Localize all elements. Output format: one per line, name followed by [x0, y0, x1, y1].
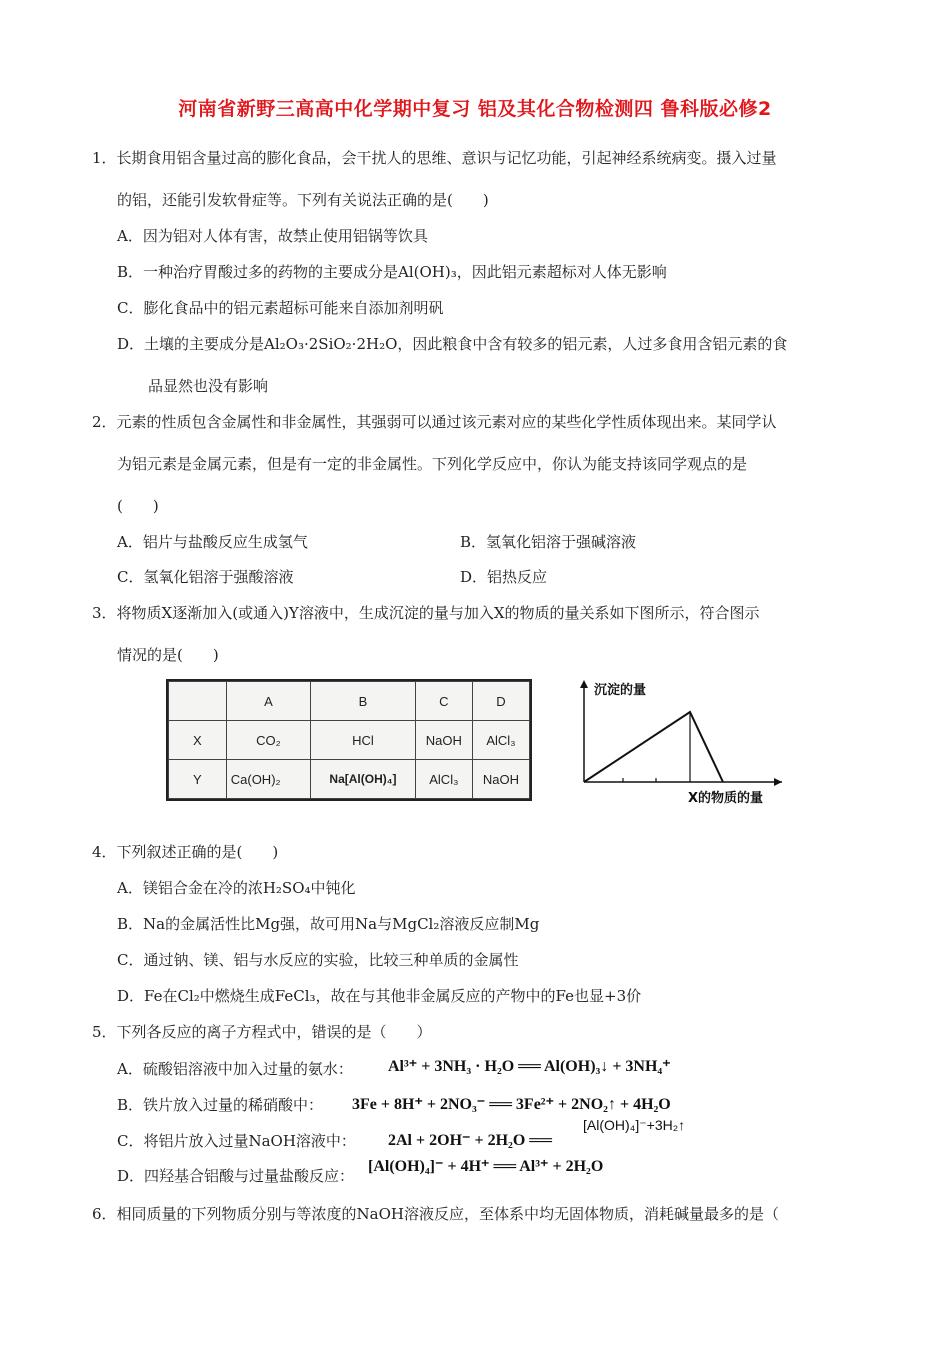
table-header-b: B — [311, 682, 416, 721]
y-axis-arrow-icon — [580, 680, 588, 688]
q1-option-a: A．因为铝对人体有害，故禁止使用铝锅等饮具 — [117, 227, 428, 245]
q3-stem-line2: 情况的是( ) — [117, 646, 219, 664]
table-cell: X — [169, 721, 227, 760]
table-row — [169, 760, 530, 799]
q5-option-d-equation: [Al(OH)₄]⁻ + 4H⁺ ══ Al³⁺ + 2H₂O — [368, 1158, 604, 1175]
q5-option-a: A．硫酸铝溶液中加入过量的氨水： — [117, 1060, 353, 1078]
graph-y-label: 沉淀的量 — [594, 683, 647, 698]
q2-stem-line3: ( ) — [117, 497, 159, 515]
q5-option-c: C．将铝片放入过量NaOH溶液中： — [117, 1132, 356, 1150]
table-header-c: C — [415, 682, 472, 721]
table-header-d: D — [472, 682, 529, 721]
q2-option-b: B．氢氧化铝溶于强碱溶液 — [460, 533, 637, 551]
table-cell: NaOH — [415, 721, 472, 760]
q4-option-c: C．通过钠、镁、铝与水反应的实验，比较三种单质的金属性 — [117, 951, 519, 969]
table-cell — [169, 682, 227, 721]
q5-option-b: B．铁片放入过量的稀硝酸中： — [117, 1096, 324, 1114]
q2-option-c: C．氢氧化铝溶于强酸溶液 — [117, 568, 294, 586]
table-cell: NaOH — [472, 760, 529, 799]
table-cell: HCl — [311, 721, 416, 760]
q1-option-c: C．膨化食品中的铝元素超标可能来自添加剂明矾 — [117, 299, 444, 317]
table-cell: Na[Al(OH)₄] — [311, 760, 416, 799]
q5-option-c-equation-product: [Al(OH)₄]⁻+3H₂↑ — [583, 1117, 686, 1133]
graph-x-label: X的物质的量 — [688, 791, 764, 806]
q3-precipitate-graph — [568, 676, 788, 806]
q5-option-d: D．四羟基合铝酸与过量盐酸反应： — [117, 1167, 355, 1185]
q2-stem-line2: 为铝元素是金属元素，但是有一定的非金属性。下列化学反应中，你认为能支持该同学观点的是 — [117, 455, 748, 473]
table-row — [169, 721, 530, 760]
q4-option-b: B．Na的金属活性比Mg强，故可用Na与MgCl₂溶液反应制Mg — [117, 915, 540, 933]
q5-option-b-equation: 3Fe + 8H⁺ + 2NO₃⁻ ══ 3Fe²⁺ + 2NO₂↑ + 4H₂O — [352, 1096, 671, 1113]
page-title: 河南省新野三高高中化学期中复习 铝及其化合物检测四 鲁科版必修2 — [178, 98, 772, 120]
q4-option-a: A．镁铝合金在冷的浓H₂SO₄中钝化 — [117, 879, 356, 897]
q4-option-d: D．Fe在Cl₂中燃烧生成FeCl₃，故在与其他非金属反应的产物中的Fe也显+3价 — [117, 987, 642, 1005]
table-cell: Ca(OH)₂ — [226, 760, 310, 799]
q4-stem: 4．下列叙述正确的是( ) — [92, 843, 279, 861]
q1-stem-line2: 的铝，还能引发软骨症等。下列有关说法正确的是( ) — [117, 191, 489, 209]
q3-stem-line1: 3．将物质X逐渐加入(或通入)Y溶液中，生成沉淀的量与加入X的物质的量关系如下图所示，符合图示 — [92, 604, 760, 622]
q1-option-d-line2: 品显然也没有影响 — [148, 377, 269, 395]
q1-option-b: B．一种治疗胃酸过多的药物的主要成分是Al(OH)₃，因此铝元素超标对人体无影响 — [117, 263, 667, 281]
q5-option-c-equation: 2Al + 2OH⁻ + 2H₂O ══ — [388, 1132, 552, 1149]
precipitate-curve — [584, 712, 723, 782]
q3-reagent-table — [166, 679, 532, 801]
q1-stem-line1: 1．长期食用铝含量过高的膨化食品，会干扰人的思维、意识与记忆功能，引起神经系统病变。摄入过量 — [92, 149, 777, 167]
table-row — [169, 682, 530, 721]
q6-stem: 6．相同质量的下列物质分别与等浓度的NaOH溶液反应，至体系中均无固体物质，消耗碱量最多的是（ — [92, 1205, 779, 1223]
x-axis-arrow-icon — [774, 778, 782, 786]
q5-option-a-equation: Al³⁺ + 3NH₃ · H₂O ══ Al(OH)₃↓ + 3NH₄⁺ — [388, 1058, 671, 1075]
q5-stem: 5．下列各反应的离子方程式中，错误的是（ ） — [92, 1023, 432, 1041]
table-cell: Y — [169, 760, 227, 799]
q2-option-a: A．铝片与盐酸反应生成氢气 — [117, 533, 308, 551]
q1-option-d-line1: D．土壤的主要成分是Al₂O₃·2SiO₂·2H₂O，因此粮食中含有较多的铝元素，人过多食用含铝元素的食 — [117, 335, 788, 353]
table-cell: AlCl₃ — [472, 721, 529, 760]
q2-option-d: D．铝热反应 — [460, 568, 548, 586]
q2-stem-line1: 2．元素的性质包含金属性和非金属性，其强弱可以通过该元素对应的某些化学性质体现出来。某同学认 — [92, 413, 777, 431]
table-cell: CO₂ — [226, 721, 310, 760]
table-header-a: A — [226, 682, 310, 721]
table-cell: AlCl₃ — [415, 760, 472, 799]
